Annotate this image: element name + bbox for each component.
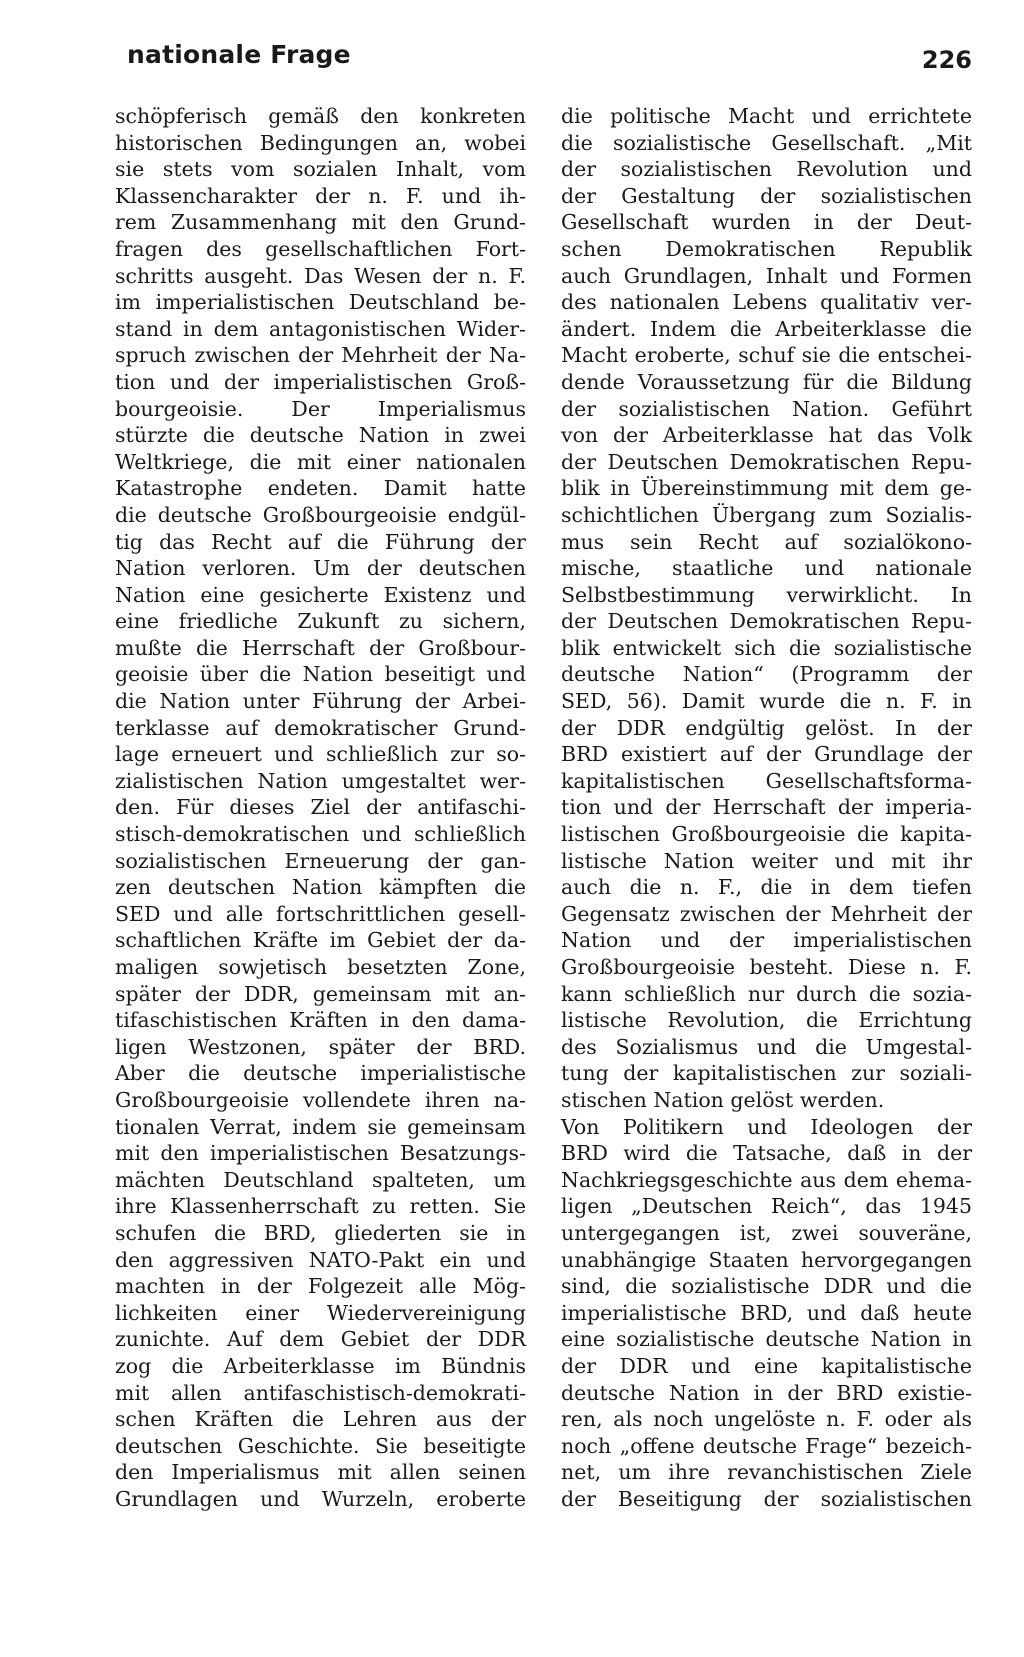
text-line: tionalen Verrat, indem sie gemeinsam (115, 1114, 526, 1139)
text-line: ligen Westzonen, später der BRD. (115, 1034, 526, 1059)
text-line: tung der kapitalistischen zur soziali- (561, 1061, 972, 1086)
text-line: zialistischen Nation umgestaltet wer- (115, 768, 526, 793)
text-line: SED, 56). Damit wurde die n. F. in (561, 689, 972, 714)
text-line: deutsche Nation“ (Programm der (561, 662, 972, 687)
text-line: Von Politikern und Ideologen der (561, 1114, 972, 1139)
text-line: dende Voraussetzung für die Bildung (561, 369, 972, 394)
text-line: ligen „Deutschen Reich“, das 1945 (561, 1194, 972, 1219)
text-line: eine sozialistische deutsche Nation in (561, 1327, 972, 1352)
text-line: stürzte die deutsche Nation in zwei (115, 423, 526, 448)
text-line: schen Demokratischen Republik (561, 236, 972, 261)
text-line: untergegangen ist, zwei souveräne, (561, 1220, 972, 1245)
text-line: der Beseitigung der sozialistischen (561, 1486, 972, 1511)
text-line: BRD wird die Tatsache, daß in der (561, 1141, 972, 1166)
text-line: im imperialistischen Deutschland be- (115, 290, 526, 315)
text-line: tig das Recht auf die Führung der (115, 529, 526, 554)
text-line: der Deutschen Demokratischen Repu- (561, 609, 972, 634)
text-line: die Nation unter Führung der Arbei- (115, 689, 526, 714)
text-line: historischen Bedingungen an, wobei (115, 130, 526, 155)
text-line: schufen die BRD, gliederten sie in (115, 1220, 526, 1245)
text-line: von der Arbeiterklasse hat das Volk (561, 423, 972, 448)
text-line: tion und der imperialistischen Groß- (115, 369, 526, 394)
text-line: Aber die deutsche imperialistische (115, 1061, 526, 1086)
text-line: des Sozialismus und die Umgestal- (561, 1034, 972, 1059)
text-line: terklasse auf demokratischer Grund- (115, 715, 526, 740)
text-line: noch „offene deutsche Frage“ bezeich- (561, 1433, 972, 1458)
text-line: stisch-demokratischen und schließlich (115, 822, 526, 847)
right-text-column (561, 103, 972, 1512)
page-number: 226 (921, 46, 972, 74)
text-line: später der DDR, gemeinsam mit an- (115, 981, 526, 1006)
text-line: der DDR und eine kapitalistische (561, 1353, 972, 1378)
text-line: blik in Übereinstimmung mit dem ge- (561, 476, 972, 501)
text-line: des nationalen Lebens qualitativ ver- (561, 290, 972, 315)
text-line: die deutsche Großbourgeoisie endgül- (115, 502, 526, 527)
text-line: den. Für dieses Ziel der antifaschi- (115, 795, 526, 820)
text-line: Nation und der imperialistischen (561, 928, 972, 953)
text-line: der sozialistischen Revolution und (561, 157, 972, 182)
text-line: schaftlichen Kräfte im Gebiet der da- (115, 928, 526, 953)
text-line: Gegensatz zwischen der Mehrheit der (561, 901, 972, 926)
text-line: Gesellschaft wurden in der Deut- (561, 210, 972, 235)
text-line: ren, als noch ungelöste n. F. oder als (561, 1407, 972, 1432)
text-line: stischen Nation gelöst werden. (561, 1087, 885, 1112)
text-line: listischen Großbourgeoisie die kapita- (561, 822, 972, 847)
text-line: Katastrophe endeten. Damit hatte (115, 476, 526, 501)
text-line: imperialistische BRD, und daß heute (561, 1300, 972, 1325)
text-line: Macht eroberte, schuf sie die entschei- (561, 343, 972, 368)
text-line: kann schließlich nur durch die sozia- (561, 981, 972, 1006)
text-line: schritts ausgeht. Das Wesen der n. F. (115, 263, 526, 288)
text-line: Nachkriegsgeschichte aus dem ehema- (561, 1167, 972, 1192)
text-line: listische Revolution, die Errichtung (561, 1008, 972, 1033)
left-text-column (115, 103, 526, 1512)
text-line: listische Nation weiter und mit ihr (561, 848, 972, 873)
text-line: eine friedliche Zukunft zu sichern, (115, 609, 526, 634)
text-line: zog die Arbeiterklasse im Bündnis (115, 1353, 526, 1378)
text-line: die sozialistische Gesellschaft. „Mit (561, 130, 972, 155)
text-line: sozialistischen Erneuerung der gan- (115, 848, 526, 873)
text-line: maligen sowjetisch besetzten Zone, (115, 955, 526, 979)
text-line: den aggressiven NATO-Pakt ein und (115, 1247, 526, 1272)
page-header (127, 40, 972, 80)
text-line: Klassencharakter der n. F. und ih- (115, 183, 526, 208)
text-line: SED und alle fortschrittlichen gesell- (115, 901, 526, 926)
text-line: lage erneuert und schließlich zur so- (115, 742, 526, 767)
text-line: sie stets vom sozialen Inhalt, vom (115, 157, 526, 182)
text-line: rem Zusammenhang mit den Grund- (115, 210, 526, 235)
text-line: tifaschistischen Kräften in den dama- (115, 1008, 526, 1033)
text-line: stand in dem antagonistischen Wider- (115, 316, 526, 341)
text-line: zen deutschen Nation kämpften die (115, 875, 526, 900)
text-line: unabhängige Staaten hervorgegangen (561, 1247, 972, 1272)
text-line: Selbstbestimmung verwirklicht. In (561, 582, 972, 607)
text-line: lichkeiten einer Wiedervereinigung (115, 1300, 526, 1325)
text-line: spruch zwischen der Mehrheit der Na- (115, 343, 526, 368)
text-line: bourgeoisie. Der Imperialismus (115, 396, 526, 421)
text-line: zunichte. Auf dem Gebiet der DDR (115, 1327, 526, 1352)
text-line: Nation verloren. Um der deutschen (115, 556, 526, 581)
text-line: BRD existiert auf der Grundlage der (561, 742, 972, 767)
text-line: Großbourgeoisie vollendete ihren na- (115, 1087, 526, 1112)
text-line: mische, staatliche und nationale (561, 556, 972, 581)
text-line: Nation eine gesicherte Existenz und (115, 582, 526, 607)
text-line: mußte die Herrschaft der Großbour- (115, 635, 526, 660)
text-line: der Deutschen Demokratischen Repu- (561, 449, 972, 474)
text-line: mit den imperialistischen Besatzungs- (115, 1141, 526, 1166)
text-line: tion und der Herrschaft der imperia- (561, 795, 972, 820)
text-line: der Gestaltung der sozialistischen (561, 183, 972, 208)
text-line: schen Kräften die Lehren aus der (115, 1407, 526, 1432)
text-line: machten in der Folgezeit alle Mög- (115, 1274, 526, 1299)
running-head-title: nationale Frage (127, 40, 351, 69)
text-line: net, um ihre revanchistischen Ziele (561, 1460, 972, 1485)
text-line: ihre Klassenherrschaft zu retten. Sie (115, 1194, 526, 1219)
text-line: geoisie über die Nation beseitigt und (115, 662, 526, 687)
text-line: deutschen Geschichte. Sie beseitigte (115, 1433, 526, 1458)
text-line: auch die n. F., die in dem tiefen (561, 875, 972, 900)
text-line: deutsche Nation in der BRD existie- (561, 1380, 972, 1405)
text-line: Großbourgeoisie besteht. Diese n. F. (561, 955, 972, 979)
text-line: mus sein Recht auf sozialökono- (561, 529, 972, 554)
text-line: ändert. Indem die Arbeiterklasse die (561, 316, 972, 341)
text-line: mächten Deutschland spalteten, um (115, 1167, 526, 1192)
text-line: schichtlichen Übergang zum Sozialis- (561, 502, 972, 527)
text-line: mit allen antifaschistisch-demokrati- (115, 1380, 526, 1405)
text-line: die politische Macht und errichtete (561, 104, 972, 128)
text-line: kapitalistischen Gesellschaftsforma- (561, 768, 972, 793)
text-line: schöpferisch gemäß den konkreten (115, 104, 526, 128)
text-line: Weltkriege, die mit einer nationalen (115, 449, 526, 474)
text-line: der DDR endgültig gelöst. In der (561, 715, 972, 740)
text-line: fragen des gesellschaftlichen Fort- (115, 236, 526, 261)
text-line: sind, die sozialistische DDR und die (561, 1274, 972, 1299)
text-line: auch Grundlagen, Inhalt und Formen (561, 263, 972, 288)
text-line: blik entwickelt sich die sozialistische (561, 635, 972, 660)
text-line: der sozialistischen Nation. Geführt (561, 396, 972, 421)
text-line: den Imperialismus mit allen seinen (115, 1460, 526, 1485)
text-line: Grundlagen und Wurzeln, eroberte (115, 1486, 526, 1511)
